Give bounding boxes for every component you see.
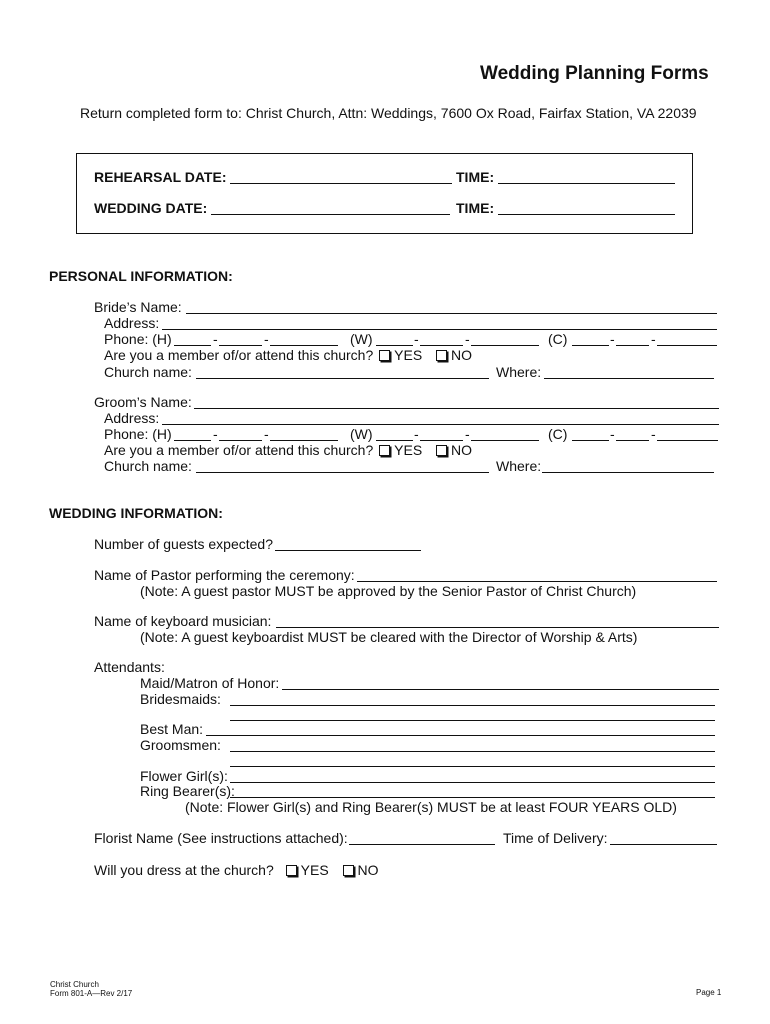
best-man-field[interactable]: [206, 735, 715, 736]
best-man-label: Best Man:: [140, 721, 204, 737]
bride-address-field[interactable]: [162, 329, 717, 330]
bride-phone-work-area[interactable]: [376, 345, 413, 346]
bride-phone-work-label: (W): [350, 331, 373, 347]
groom-member-yes-checkbox[interactable]: [379, 445, 390, 456]
groom-address-field[interactable]: [162, 424, 719, 425]
bride-member-yes-checkbox[interactable]: [379, 350, 390, 361]
bride-phone-home-area[interactable]: [174, 345, 211, 346]
dash: -: [414, 426, 419, 442]
bride-phone-cell-line[interactable]: [657, 345, 717, 346]
groom-address-label: Address:: [104, 410, 160, 426]
dash: -: [465, 331, 470, 347]
bridesmaids-field-2[interactable]: [230, 720, 715, 721]
dash: -: [213, 426, 218, 442]
groom-where-label: Where:: [496, 458, 542, 474]
dress-no-checkbox[interactable]: [343, 865, 354, 876]
dash: -: [651, 426, 656, 442]
rehearsal-time-label: TIME:: [456, 169, 495, 185]
ring-bearer-field[interactable]: [230, 797, 715, 798]
delivery-field[interactable]: [610, 844, 717, 845]
bridesmaids-label: Bridesmaids:: [140, 691, 221, 707]
groom-church-name-label: Church name:: [104, 458, 192, 474]
dash: -: [264, 426, 269, 442]
delivery-label: Time of Delivery:: [503, 830, 608, 846]
groom-phone-work-line[interactable]: [471, 440, 539, 441]
dash: -: [213, 331, 218, 347]
guests-field[interactable]: [275, 550, 421, 551]
footer-org: Christ Church: [50, 980, 99, 989]
bride-name-label: Bride’s Name:: [94, 299, 182, 315]
keyboard-label: Name of keyboard musician:: [94, 613, 272, 629]
bride-where-field[interactable]: [544, 378, 714, 379]
yes-label: YES: [394, 347, 423, 363]
groom-phone-work-prefix[interactable]: [420, 440, 463, 441]
ring-bearer-label: Ring Bearer(s):: [140, 783, 235, 799]
yes-label: YES: [394, 442, 423, 458]
florist-label: Florist Name (See instructions attached):: [94, 830, 348, 846]
bride-church-name-label: Church name:: [104, 364, 192, 380]
groom-phone-cell-prefix[interactable]: [616, 440, 649, 441]
groom-member-question: Are you a member of/or attend this church? YES NO: [104, 442, 473, 458]
bridesmaids-field-1[interactable]: [230, 705, 715, 706]
footer-page-number: Page 1: [696, 988, 722, 997]
wedding-date-label: WEDDING DATE:: [94, 200, 208, 216]
attendants-label: Attendants:: [94, 659, 165, 675]
groom-church-name-field[interactable]: [196, 472, 489, 473]
maid-label: Maid/Matron of Honor:: [140, 675, 280, 691]
groom-name-label: Groom’s Name:: [94, 394, 192, 410]
groom-where-field[interactable]: [542, 472, 714, 473]
dash: -: [610, 331, 615, 347]
dash: -: [264, 331, 269, 347]
groom-phone-home-line[interactable]: [270, 440, 338, 441]
groom-member-no-checkbox[interactable]: [436, 445, 447, 456]
page-title: Wedding Planning Forms: [480, 63, 709, 84]
personal-info-heading: PERSONAL INFORMATION:: [49, 268, 233, 284]
bride-phone-cell-label: (C): [548, 331, 568, 347]
groom-phone-home-prefix[interactable]: [219, 440, 262, 441]
pastor-label: Name of Pastor performing the ceremony:: [94, 567, 355, 583]
maid-field[interactable]: [282, 689, 719, 690]
groomsmen-field-2[interactable]: [230, 766, 715, 767]
wedding-time-field[interactable]: [498, 214, 675, 215]
dash: -: [414, 331, 419, 347]
keyboard-note: (Note: A guest keyboardist MUST be cleared with the Director of Worship & Arts): [140, 629, 638, 645]
groom-name-field[interactable]: [194, 408, 719, 409]
groomsmen-label: Groomsmen:: [140, 737, 221, 753]
dress-question: Will you dress at the church? YES NO: [94, 862, 379, 878]
keyboard-field[interactable]: [276, 627, 719, 628]
guests-label: Number of guests expected?: [94, 536, 273, 552]
dash: -: [465, 426, 470, 442]
bride-church-name-field[interactable]: [196, 378, 489, 379]
dash: -: [610, 426, 615, 442]
pastor-note: (Note: A guest pastor MUST be approved by the Senior Pastor of Christ Church): [140, 583, 637, 599]
bride-where-label: Where:: [496, 364, 542, 380]
bride-phone-cell-area[interactable]: [572, 345, 609, 346]
bride-member-question: Are you a member of/or attend this church? YES NO: [104, 347, 473, 363]
groom-phone-cell-label: (C): [548, 426, 568, 442]
bride-phone-cell-prefix[interactable]: [616, 345, 649, 346]
dress-yes-checkbox[interactable]: [286, 865, 297, 876]
florist-field[interactable]: [349, 844, 495, 845]
flower-girl-field[interactable]: [230, 782, 715, 783]
wedding-time-label: TIME:: [456, 200, 495, 216]
dates-box: [76, 153, 693, 234]
groom-phone-cell-line[interactable]: [657, 440, 718, 441]
rehearsal-date-field[interactable]: [230, 183, 452, 184]
footer-form-id: Form 801-A—Rev 2/17: [50, 989, 133, 998]
rehearsal-date-label: REHEARSAL DATE:: [94, 169, 227, 185]
groom-phone-cell-area[interactable]: [572, 440, 609, 441]
rehearsal-time-field[interactable]: [498, 183, 675, 184]
no-label: NO: [451, 442, 473, 458]
bride-phone-home-line[interactable]: [270, 345, 338, 346]
bride-phone-work-line[interactable]: [471, 345, 539, 346]
bride-address-label: Address:: [104, 315, 160, 331]
bride-phone-home-label: Phone: (H): [104, 331, 172, 347]
return-address: Return completed form to: Christ Church, Attn: Weddings, 7600 Ox Road, Fairfax Station, VA 22039: [80, 105, 697, 121]
wedding-info-heading: WEDDING INFORMATION:: [49, 505, 223, 521]
yes-label: YES: [300, 862, 329, 878]
pastor-field[interactable]: [357, 581, 717, 582]
bride-phone-work-prefix[interactable]: [420, 345, 463, 346]
groom-phone-work-area[interactable]: [376, 440, 413, 441]
groom-phone-home-label: Phone: (H): [104, 426, 172, 442]
groom-phone-home-area[interactable]: [174, 440, 211, 441]
no-label: NO: [451, 347, 473, 363]
groom-phone-work-label: (W): [350, 426, 373, 442]
bride-member-no-checkbox[interactable]: [436, 350, 447, 361]
dash: -: [651, 331, 656, 347]
bride-name-field[interactable]: [186, 313, 717, 314]
age-note: (Note: Flower Girl(s) and Ring Bearer(s) MUST be at least FOUR YEARS OLD): [185, 799, 677, 815]
wedding-date-field[interactable]: [211, 214, 450, 215]
bride-phone-home-prefix[interactable]: [219, 345, 262, 346]
no-label: NO: [357, 862, 379, 878]
flower-girl-label: Flower Girl(s):: [140, 768, 228, 784]
groomsmen-field-1[interactable]: [230, 751, 715, 752]
